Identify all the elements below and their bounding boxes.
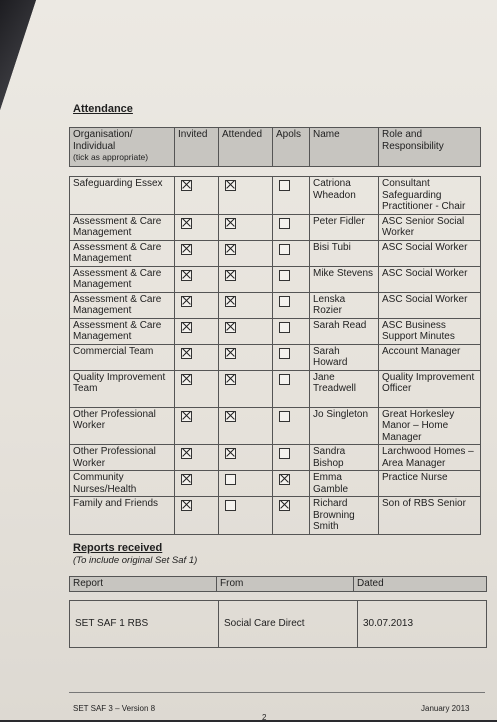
attended-cell — [219, 214, 273, 240]
row-name: Lenska Rozier — [310, 292, 379, 318]
invited-cell — [175, 471, 219, 497]
apols-cell — [273, 471, 310, 497]
row-name: Sarah Read — [310, 318, 379, 344]
footer-date: January 2013 — [421, 704, 470, 713]
attended-cell — [219, 370, 273, 407]
invited-cell — [175, 318, 219, 344]
apols-checkbox[interactable] — [279, 180, 290, 191]
col-apols: Apols — [273, 128, 310, 167]
invited-cell — [175, 266, 219, 292]
row-role: ASC Social Worker — [379, 240, 481, 266]
col-name: Name — [310, 128, 379, 167]
footer-version: SET SAF 3 – Version 8 — [73, 704, 156, 713]
row-name: Bisi Tubi — [310, 240, 379, 266]
invited-cell — [175, 214, 219, 240]
attended-checkbox[interactable] — [225, 500, 236, 511]
attended-checkbox[interactable] — [225, 270, 236, 281]
invited-checkbox[interactable] — [181, 448, 192, 459]
col-invited: Invited — [175, 128, 219, 167]
attended-cell — [219, 497, 273, 535]
apols-cell — [273, 318, 310, 344]
apols-checkbox[interactable] — [279, 374, 290, 385]
row-name: Catriona Wheadon — [310, 177, 379, 215]
report-cell: SET SAF 1 RBS — [70, 601, 219, 648]
table-row — [70, 266, 481, 292]
row-name: Emma Gamble — [310, 471, 379, 497]
apols-checkbox[interactable] — [279, 296, 290, 307]
row-name: Sarah Howard — [310, 344, 379, 370]
invited-checkbox[interactable] — [181, 500, 192, 511]
from-cell: Social Care Direct — [219, 601, 358, 648]
attended-checkbox[interactable] — [225, 374, 236, 385]
page-number: 2 — [262, 713, 267, 722]
row-role: Quality Improvement Officer — [379, 370, 481, 407]
attended-checkbox[interactable] — [225, 348, 236, 359]
attendance-table — [69, 176, 481, 535]
col-report: Report — [70, 577, 217, 592]
table-row — [70, 318, 481, 344]
apols-cell — [273, 266, 310, 292]
col-dated: Dated — [354, 577, 487, 592]
row-role: ASC Social Worker — [379, 266, 481, 292]
apols-checkbox[interactable] — [279, 270, 290, 281]
row-organisation: Assessment & Care Management — [70, 318, 175, 344]
invited-cell — [175, 407, 219, 445]
attended-cell — [219, 240, 273, 266]
row-role: Account Manager — [379, 344, 481, 370]
invited-cell — [175, 177, 219, 215]
footer-divider — [69, 692, 485, 693]
attended-checkbox[interactable] — [225, 411, 236, 422]
table-row — [70, 344, 481, 370]
apols-checkbox[interactable] — [279, 411, 290, 422]
reports-table — [69, 600, 487, 648]
apols-checkbox[interactable] — [279, 218, 290, 229]
reports-heading: Reports received — [73, 542, 163, 554]
dated-cell: 30.07.2013 — [358, 601, 487, 648]
invited-checkbox[interactable] — [181, 296, 192, 307]
table-row — [70, 601, 487, 648]
invited-checkbox[interactable] — [181, 374, 192, 385]
attended-checkbox[interactable] — [225, 180, 236, 191]
attended-checkbox[interactable] — [225, 296, 236, 307]
apols-checkbox[interactable] — [279, 500, 290, 511]
row-organisation: Assessment & Care Management — [70, 266, 175, 292]
apols-checkbox[interactable] — [279, 448, 290, 459]
row-role: ASC Business Support Minutes — [379, 318, 481, 344]
attended-checkbox[interactable] — [225, 244, 236, 255]
apols-cell — [273, 407, 310, 445]
table-row — [70, 292, 481, 318]
invited-checkbox[interactable] — [181, 474, 192, 485]
row-name: Richard Browning Smith — [310, 497, 379, 535]
row-name: Jo Singleton — [310, 407, 379, 445]
apols-checkbox[interactable] — [279, 474, 290, 485]
attended-checkbox[interactable] — [225, 218, 236, 229]
invited-checkbox[interactable] — [181, 322, 192, 333]
row-role: Great Horkesley Manor – Home Manager — [379, 407, 481, 445]
row-role: Son of RBS Senior — [379, 497, 481, 535]
col-role: Role and Responsibility — [379, 128, 481, 167]
apols-cell — [273, 370, 310, 407]
row-role: ASC Social Worker — [379, 292, 481, 318]
invited-cell — [175, 497, 219, 535]
row-organisation: Assessment & Care Management — [70, 292, 175, 318]
row-name: Peter Fidler — [310, 214, 379, 240]
attendance-header-table — [69, 127, 481, 167]
apols-cell — [273, 344, 310, 370]
attended-checkbox[interactable] — [225, 322, 236, 333]
row-organisation: Other Professional Worker — [70, 445, 175, 471]
row-name: Jane Treadwell — [310, 370, 379, 407]
invited-cell — [175, 445, 219, 471]
invited-cell — [175, 370, 219, 407]
row-organisation: Family and Friends — [70, 497, 175, 535]
invited-checkbox[interactable] — [181, 244, 192, 255]
row-name: Mike Stevens — [310, 266, 379, 292]
attended-cell — [219, 318, 273, 344]
table-row — [70, 370, 481, 407]
attended-cell — [219, 407, 273, 445]
apols-checkbox[interactable] — [279, 244, 290, 255]
col-organisation: Organisation/ Individual (tick as appropriate) — [70, 128, 175, 167]
reports-header-table — [69, 576, 487, 592]
invited-checkbox[interactable] — [181, 180, 192, 191]
row-organisation: Commercial Team — [70, 344, 175, 370]
col-from: From — [217, 577, 354, 592]
table-row — [70, 214, 481, 240]
row-organisation: Community Nurses/Health — [70, 471, 175, 497]
attended-cell — [219, 344, 273, 370]
table-row — [70, 445, 481, 471]
apols-checkbox[interactable] — [279, 322, 290, 333]
attended-checkbox[interactable] — [225, 474, 236, 485]
col-attended: Attended — [219, 128, 273, 167]
row-organisation: Quality Improvement Team — [70, 370, 175, 407]
attended-cell — [219, 471, 273, 497]
invited-cell — [175, 240, 219, 266]
apols-cell — [273, 177, 310, 215]
table-row — [70, 240, 481, 266]
row-organisation: Assessment & Care Management — [70, 240, 175, 266]
apols-cell — [273, 214, 310, 240]
table-row — [70, 497, 481, 535]
invited-checkbox[interactable] — [181, 270, 192, 281]
row-role: Larchwood Homes – Area Manager — [379, 445, 481, 471]
attended-cell — [219, 445, 273, 471]
attended-cell — [219, 292, 273, 318]
row-organisation: Assessment & Care Management — [70, 214, 175, 240]
table-row — [70, 471, 481, 497]
table-row — [70, 407, 481, 445]
attended-cell — [219, 177, 273, 215]
invited-checkbox[interactable] — [181, 348, 192, 359]
apols-cell — [273, 445, 310, 471]
invited-checkbox[interactable] — [181, 218, 192, 229]
row-role: ASC Senior Social Worker — [379, 214, 481, 240]
apols-checkbox[interactable] — [279, 348, 290, 359]
col-organisation-note: (tick as appropriate) — [73, 152, 149, 162]
attended-checkbox[interactable] — [225, 448, 236, 459]
apols-cell — [273, 240, 310, 266]
attendance-heading: Attendance — [73, 103, 133, 115]
invited-cell — [175, 344, 219, 370]
row-organisation: Safeguarding Essex — [70, 177, 175, 215]
reports-note: (To include original Set Saf 1) — [73, 555, 198, 566]
attended-cell — [219, 266, 273, 292]
invited-checkbox[interactable] — [181, 411, 192, 422]
table-row — [70, 177, 481, 215]
row-organisation: Other Professional Worker — [70, 407, 175, 445]
row-role: Consultant Safeguarding Practitioner - Chair — [379, 177, 481, 215]
apols-cell — [273, 497, 310, 535]
invited-cell — [175, 292, 219, 318]
row-role: Practice Nurse — [379, 471, 481, 497]
row-name: Sandra Bishop — [310, 445, 379, 471]
apols-cell — [273, 292, 310, 318]
